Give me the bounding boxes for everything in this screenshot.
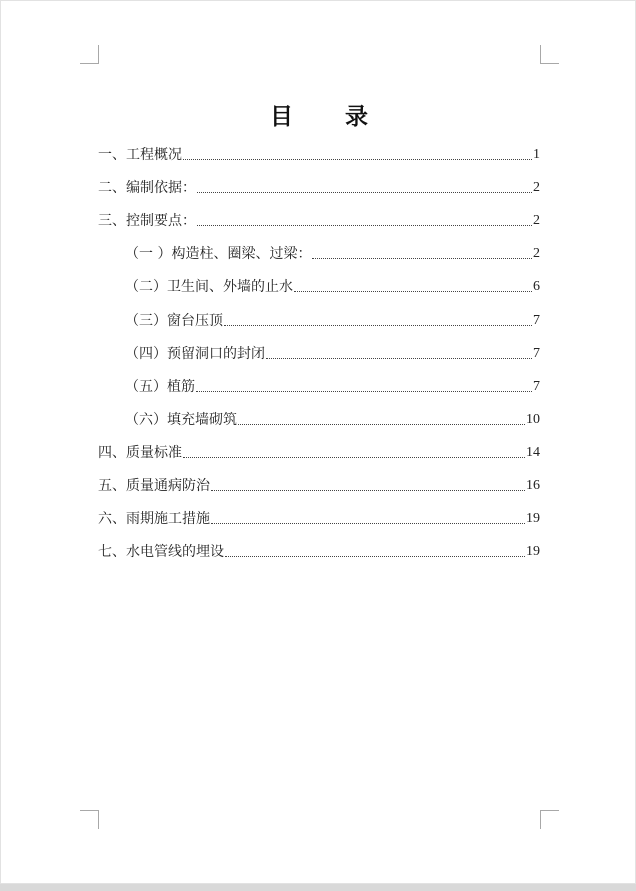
- dot-leader: [238, 423, 525, 425]
- toc-entry-label: 四、质量标准: [98, 444, 182, 461]
- toc-entry-page: 16: [526, 478, 540, 494]
- crop-mark-bottom-right: [540, 810, 559, 829]
- toc-subentry[interactable]: [98, 296, 540, 329]
- toc-entry-page: 6: [533, 279, 540, 295]
- toc-subentry[interactable]: [98, 263, 540, 296]
- toc-entry[interactable]: [98, 429, 540, 462]
- crop-mark-top-left: [80, 45, 99, 64]
- dot-leader: [312, 257, 532, 259]
- toc-entry-label: （三）窗台压顶: [125, 312, 223, 329]
- toc-subentry[interactable]: [98, 363, 540, 396]
- toc-entry-label: （四）预留洞口的封闭: [125, 345, 265, 362]
- toc-entry[interactable]: [98, 131, 540, 164]
- toc-entry-page: 2: [533, 246, 540, 262]
- toc-entry-label: 五、质量通病防治: [98, 478, 210, 495]
- dot-leader: [225, 555, 525, 557]
- crop-mark-top-right: [540, 45, 559, 64]
- toc-entry-page: 7: [533, 312, 540, 328]
- toc-subentry[interactable]: [98, 330, 540, 363]
- toc-subentry[interactable]: [98, 230, 540, 263]
- toc-entry[interactable]: [98, 495, 540, 528]
- table-of-contents: [98, 131, 540, 561]
- toc-entry[interactable]: [98, 528, 540, 561]
- toc-subentry[interactable]: [98, 396, 540, 429]
- dot-leader: [197, 224, 532, 226]
- toc-entry-page: 14: [526, 444, 540, 460]
- dot-leader: [211, 522, 525, 524]
- dot-leader: [197, 191, 532, 193]
- toc-title: 目 录: [269, 103, 390, 130]
- toc-entry[interactable]: [98, 164, 540, 197]
- dot-leader: [183, 456, 525, 458]
- toc-entry-label: （二）卫生间、外墙的止水: [125, 279, 293, 296]
- toc-entry-page: 10: [526, 411, 540, 427]
- dot-leader: [196, 390, 532, 392]
- dot-leader: [183, 158, 532, 160]
- toc-entry-label: 三、控制要点：: [98, 213, 196, 230]
- toc-entry-page: 2: [533, 180, 540, 196]
- toc-entry-label: （一 ）构造柱、圈梁、过梁：: [125, 246, 312, 263]
- toc-entry-label: 二、编制依据：: [98, 180, 196, 197]
- toc-entry-page: 7: [533, 345, 540, 361]
- toc-entry-page: 1: [533, 147, 540, 163]
- crop-mark-bottom-left: [80, 810, 99, 829]
- dot-leader: [266, 357, 532, 359]
- toc-entry[interactable]: [98, 462, 540, 495]
- dot-leader: [211, 489, 525, 491]
- toc-entry-page: 19: [526, 511, 540, 527]
- toc-entry-page: 7: [533, 378, 540, 394]
- toc-entry-page: 2: [533, 213, 540, 229]
- toc-entry-page: 19: [526, 544, 540, 560]
- toc-entry-label: 一、工程概况: [98, 147, 182, 164]
- toc-entry-label: （五）植筋: [125, 378, 195, 395]
- toc-entry[interactable]: [98, 197, 540, 230]
- toc-entry-label: （六）填充墙砌筑: [125, 411, 237, 428]
- toc-entry-label: 六、雨期施工措施: [98, 511, 210, 528]
- dot-leader: [224, 324, 532, 326]
- dot-leader: [294, 290, 532, 292]
- toc-entry-label: 七、水电管线的埋设: [98, 544, 224, 561]
- window-bottom-edge: [0, 884, 636, 891]
